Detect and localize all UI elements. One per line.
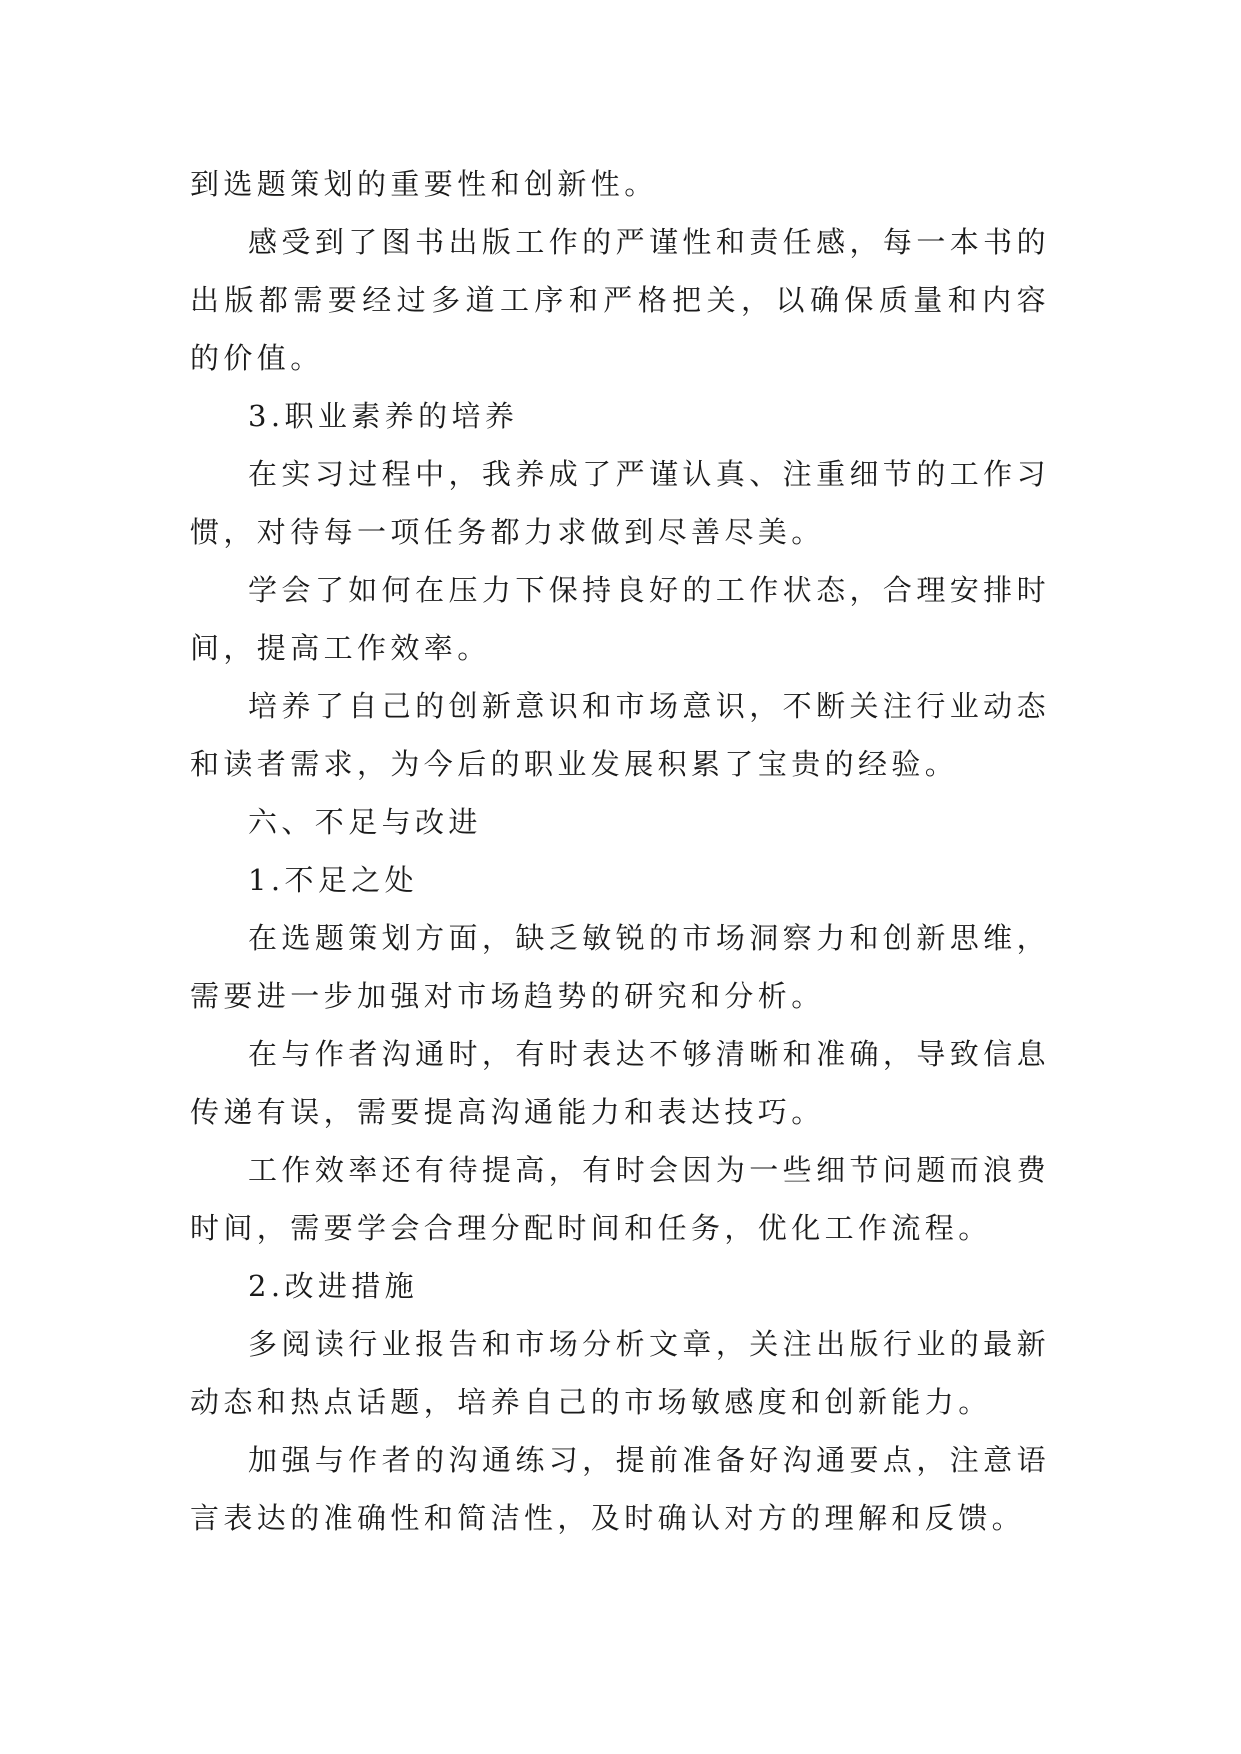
- paragraph: 在与作者沟通时，有时表达不够清晰和准确，导致信息传递有误，需要提高沟通能力和表达技巧。: [190, 1037, 1050, 1129]
- paragraph-continuation: 到选题策划的重要性和创新性。: [190, 167, 658, 201]
- document-body: [190, 155, 1050, 1547]
- paragraph: 学会了如何在压力下保持良好的工作状态，合理安排时间，提高工作效率。: [190, 573, 1050, 665]
- paragraph: 感受到了图书出版工作的严谨性和责任感，每一本书的出版都需要经过多道工序和严格把关，以确保质量和内容的价值。: [190, 225, 1050, 375]
- chapter-heading: 六、不足与改进: [248, 805, 482, 839]
- paragraph: 在实习过程中，我养成了严谨认真、注重细节的工作习惯，对待每一项任务都力求做到尽善尽美。: [190, 457, 1050, 549]
- paragraph: 加强与作者的沟通练习，提前准备好沟通要点，注意语言表达的准确性和简洁性，及时确认对方的理解和反馈。: [190, 1443, 1050, 1535]
- paragraph: 在选题策划方面，缺乏敏锐的市场洞察力和创新思维，需要进一步加强对市场趋势的研究和分析。: [190, 921, 1050, 1013]
- paragraph: 培养了自己的创新意识和市场意识，不断关注行业动态和读者需求，为今后的职业发展积累了宝贵的经验。: [190, 689, 1050, 781]
- section-heading: 2.改进措施: [248, 1269, 419, 1303]
- paragraph: 多阅读行业报告和市场分析文章，关注出版行业的最新动态和热点话题，培养自己的市场敏感度和创新能力。: [190, 1327, 1050, 1419]
- section-heading: 3.职业素养的培养: [248, 399, 519, 433]
- section-heading: 1.不足之处: [248, 863, 419, 897]
- paragraph: 工作效率还有待提高，有时会因为一些细节问题而浪费时间，需要学会合理分配时间和任务，优化工作流程。: [190, 1153, 1050, 1245]
